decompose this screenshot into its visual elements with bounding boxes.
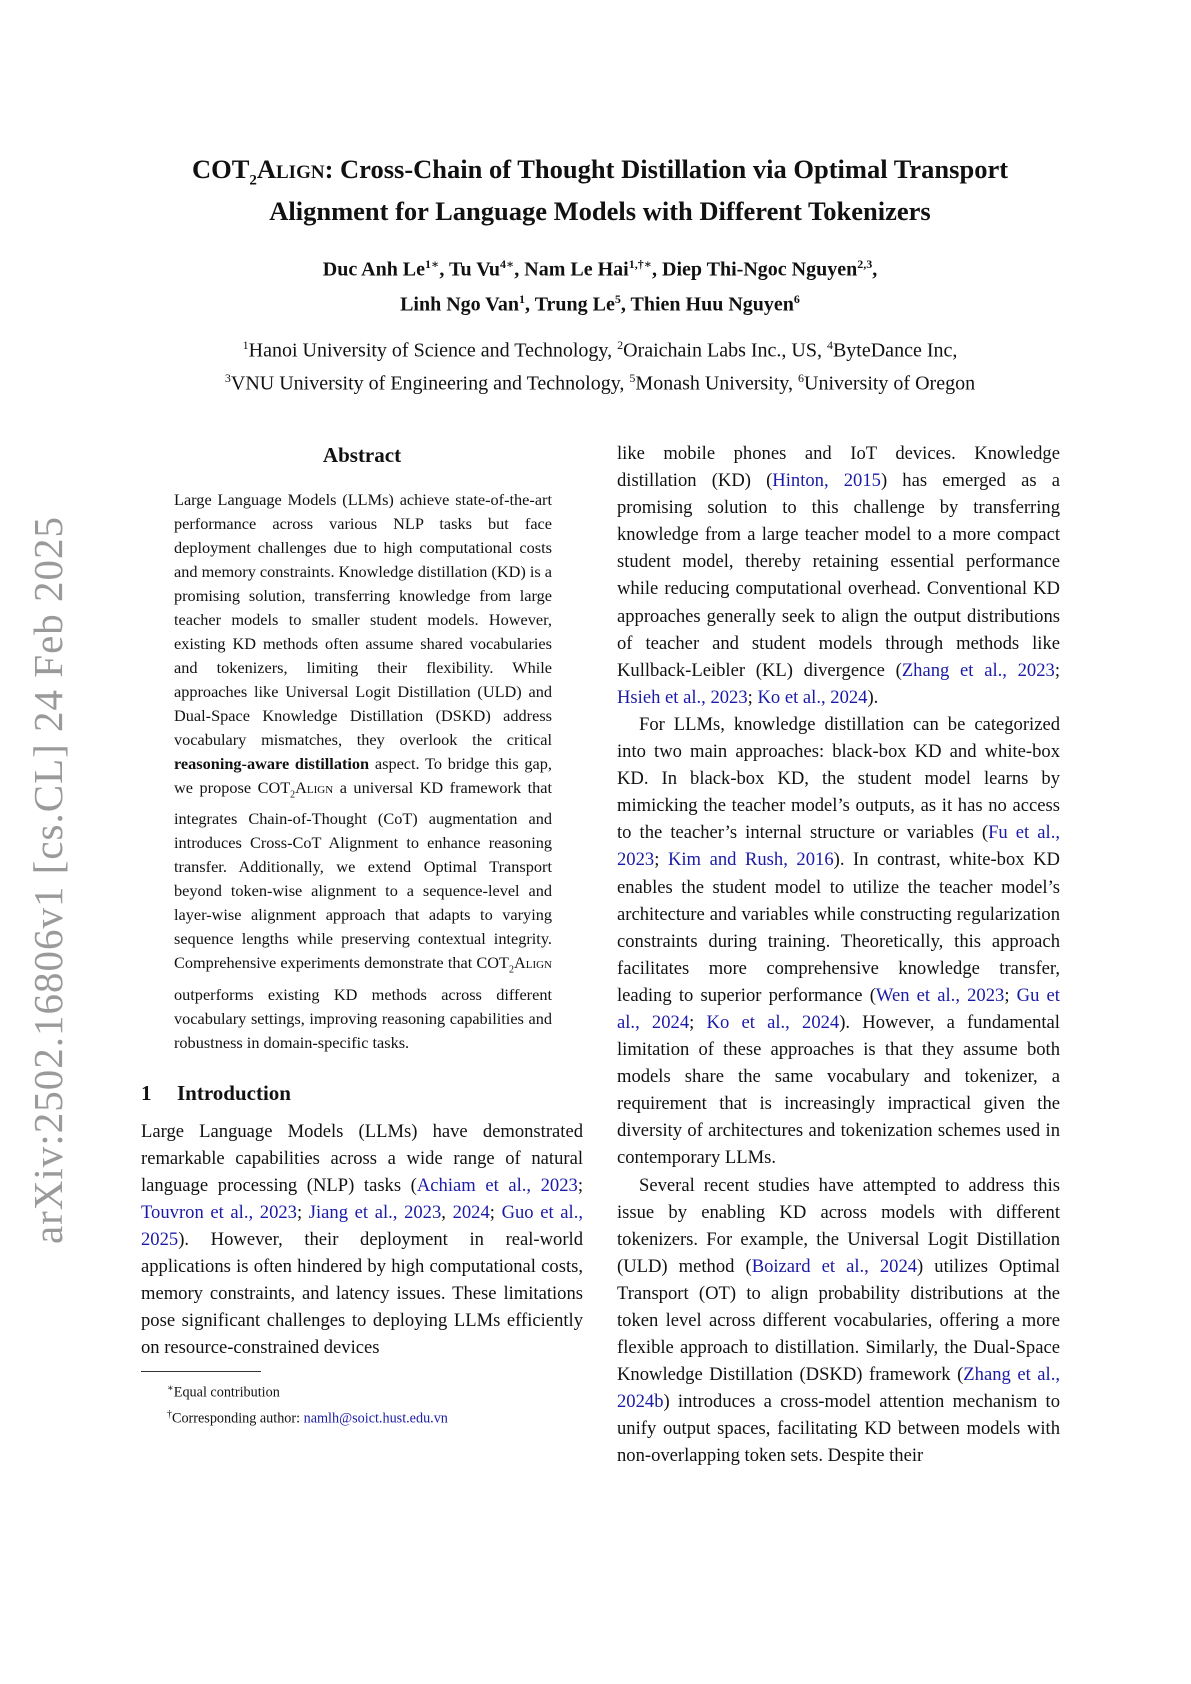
author-name: Duc Anh Le (322, 258, 426, 281)
arxiv-stamp (18, 515, 78, 1245)
section-title: Introduction (177, 1080, 291, 1105)
affil-sup: 1 (242, 338, 249, 352)
arxiv-id: arXiv:2502.16806v1 [cs.CL] 24 Feb 2025 (25, 515, 71, 1245)
intro-paragraph-2: like mobile phones and IoT devices. Knowledge distillation (KD) (Hinton, 2015) has emerged as a promising solution to this challenge by transferring knowledge from a large teacher model to a more compact student model, thereby retaining essential performance while reducing computational overhead. Conventional KD approaches generally seek to align the output distributions of teacher and student models through methods like Kullback-Leibler (KL) divergence (Zhang et al., 2023; Hsieh et al., 2023; Ko et al., 2024). (617, 443, 1060, 708)
method-name: $COT_2Align$ (257, 778, 334, 801)
title-name-tail: Align (256, 154, 325, 184)
author-sup: 5 (614, 291, 621, 306)
citation-link[interactable]: Boizard et al., 2024 (751, 1255, 918, 1277)
affil-name: ByteDance Inc (832, 339, 953, 362)
title-line1-rest: : Cross-Chain of Thought Distillation via Optimal Transport (324, 154, 1009, 184)
citation-link[interactable]: Guo et al., 2025 (141, 1201, 583, 1250)
author-sup: 6 (793, 291, 800, 306)
author-name: Linh Ngo Van (400, 293, 520, 316)
abstract-heading: Abstract (322, 443, 402, 467)
author-list: Duc Anh $Le^{1∗}$, Tu $Vu^{4∗}$, Nam Le Hai$^{1,\dagger∗}$, Diep Thi-Ngoc Nguyen$^{2,3}$, Linh Ngo Van$^1$, Trung Le$^5$, Thien Huu Nguyen$^6$ (322, 257, 878, 316)
title-name-main: COT (191, 154, 250, 184)
email-link[interactable]: namlh@soict.hust.edu.vn (303, 1410, 448, 1427)
abstract-text: outperforms existing KD methods across different vocabulary settings, improving reasoning capabilities and robustness in domain-specific tasks. (174, 984, 552, 1052)
citation-link[interactable]: 2024 (452, 1201, 490, 1223)
citation-link[interactable]: Jiang et al., 2023 (308, 1201, 442, 1223)
affil-name: Hanoi University of Science and Technology (248, 339, 608, 362)
author-sup: 2,3 (857, 257, 873, 271)
abstract-text: aspect. To bridge this gap, we propose (174, 754, 552, 797)
abstract-bold: reasoning-aware distillation (174, 754, 370, 773)
affil-sup: 3 (224, 370, 231, 385)
citation-link[interactable]: Zhang et al., 2023 (901, 659, 1055, 681)
author-name: Trung Le (534, 293, 615, 316)
method-name: $COT_2Align$ (476, 953, 552, 976)
citation-link[interactable]: Touvron et al., 2023 (141, 1201, 297, 1223)
author-name: Tu Vu (448, 258, 500, 281)
affil-sup: 6 (798, 370, 804, 385)
citation-link[interactable]: Ko et al., 2024 (706, 1011, 840, 1033)
affil-sup: 4 (826, 338, 833, 352)
abstract-text: Large Language Models (LLMs) achieve state-of-the-art performance across various NLP tasks but face deployment challenges due to high computational costs and memory constraints. Knowledge distillation (KD) is a promising solution, transferring knowledge from large teacher models to smaller student models. However, existing KD methods often assume shared vocabularies and tokenizers, limiting their flexibility. While approaches like Universal Logit Distillation (ULD) and Dual-Space Knowledge Distillation (DSKD) address vocabulary mismatches, they overlook the critical (174, 490, 553, 749)
citation-link[interactable]: Ko et al., 2024 (757, 686, 868, 708)
title-name-sub: 2 (249, 172, 257, 189)
section-heading-introduction (141, 1081, 583, 1106)
affiliations: $^1$Hanoi University of Science and Technology, $^2$Oraichain Labs Inc., US, $^4$ByteDance Inc, $^3$VNU University of Engineering and Technology, $^5$Monash University, $^6$University of Oregon (224, 338, 976, 395)
affil-sup: 2 (617, 338, 624, 352)
citation-link[interactable]: Fu et al., 2023 (617, 822, 1060, 871)
intro-paragraph-1: Large Language Models (LLMs) have demonstrated remarkable capabilities across a wide range of natural language processing (NLP) tasks (Achiam et al., 2023; Touvron et al., 2023; Jiang et al., 2023, 2024; Guo et al., 2025). However, their deployment in real-world applications is often hindered by high computational costs, memory constraints, and latency issues. These limitations pose significant challenges to deploying LLMs efficiently on resource-constrained devices (141, 1120, 583, 1359)
author-sup: 1 (519, 291, 526, 306)
affil-name: University of Oregon (804, 372, 976, 395)
footnote-equal-contribution: ∗Equal contribution (167, 1383, 280, 1402)
author-name: Thien Huu Nguyen (630, 293, 794, 316)
citation-link[interactable]: Gu et al., 2024 (617, 984, 1060, 1033)
citation-link[interactable]: Zhang et al., 2024b (617, 1364, 1061, 1413)
affil-sup: 5 (629, 370, 636, 385)
abstract-body (174, 488, 552, 1055)
author-sup: 1,†∗ (628, 257, 652, 271)
footnote-corresponding-author: †Corresponding author: namlh@soict.hust.edu.vn (167, 1409, 448, 1427)
paper-title (130, 154, 1070, 227)
affil-name: Oraichain Labs Inc., US (623, 339, 817, 362)
author-sup: 4∗ (499, 257, 515, 271)
affil-name: VNU University of Engineering and Technology (230, 372, 620, 395)
citation-link[interactable]: Hinton, 2015 (772, 470, 881, 492)
right-column (617, 440, 1060, 1470)
abstract-text: a universal KD framework that integrates Chain-of-Thought (CoT) augmentation and introduces Cross-CoT Alignment to enhance reasoning transfer. Additionally, we extend Optimal Transport beyond token-wise alignment to a sequence-level and layer-wise alignment approach that adapts to varying sequence lengths while preserving contextual integrity. Comprehensive experiments demonstrate that (174, 778, 553, 973)
intro-paragraph-3: For LLMs, knowledge distillation can be categorized into two main approaches: black-box KD and white-box KD. In black-box KD, the student model learns by mimicking the teacher model’s outputs, as it has no access to the teacher’s internal structure or variables (Fu et al., 2023; Kim and Rush, 2016). In contrast, white-box KD enables the student model to utilize the teacher model’s architecture and variables while constructing regularization constraints during training. Theoretically, this approach facilitates more comprehensive knowledge transfer, leading to superior performance (Wen et al., 2023; Gu et al., 2024; Ko et al., 2024). However, a fundamental limitation of these approaches is that they assume both models share the same vocabulary and tokenizer, a requirement that is increasingly impractical given the diversity of architectures and tokenization schemes used in contemporary LLMs. (617, 713, 1060, 1169)
citation-link[interactable]: Wen et al., 2023 (875, 984, 1005, 1006)
footnote-rule (141, 1371, 261, 1372)
citation-link[interactable]: Hsieh et al., 2023 (617, 686, 748, 708)
left-column (141, 440, 583, 1430)
section-number: 1 (141, 1080, 152, 1105)
intro-paragraph-4: Several recent studies have attempted to address this issue by enabling KD across models with different tokenizers. For example, the Universal Logit Distillation (ULD) method (Boizard et al., 2024) utilizes Optimal Transport (OT) to align probability distributions at the token level across different vocabularies, offering a more flexible approach to distillation. Similarly, the Dual-Space Knowledge Distillation (DSKD) framework (Zhang et al., 2024b) introduces a cross-model attention mechanism to unify output spaces, facilitating KD between models with non-overlapping token sets. Despite their (617, 1174, 1061, 1467)
author-sup: 1∗ (425, 257, 440, 271)
affil-name: Monash University (635, 372, 788, 395)
author-name: Diep Thi-Ngoc Nguyen (662, 258, 858, 281)
author-name: Nam Le Hai (524, 258, 629, 281)
citation-link[interactable]: Kim and Rush, 2016 (667, 849, 834, 871)
title-line2: Alignment for Language Models with Different Tokenizers (269, 196, 931, 227)
citation-link[interactable]: Achiam et al., 2023 (416, 1174, 578, 1196)
